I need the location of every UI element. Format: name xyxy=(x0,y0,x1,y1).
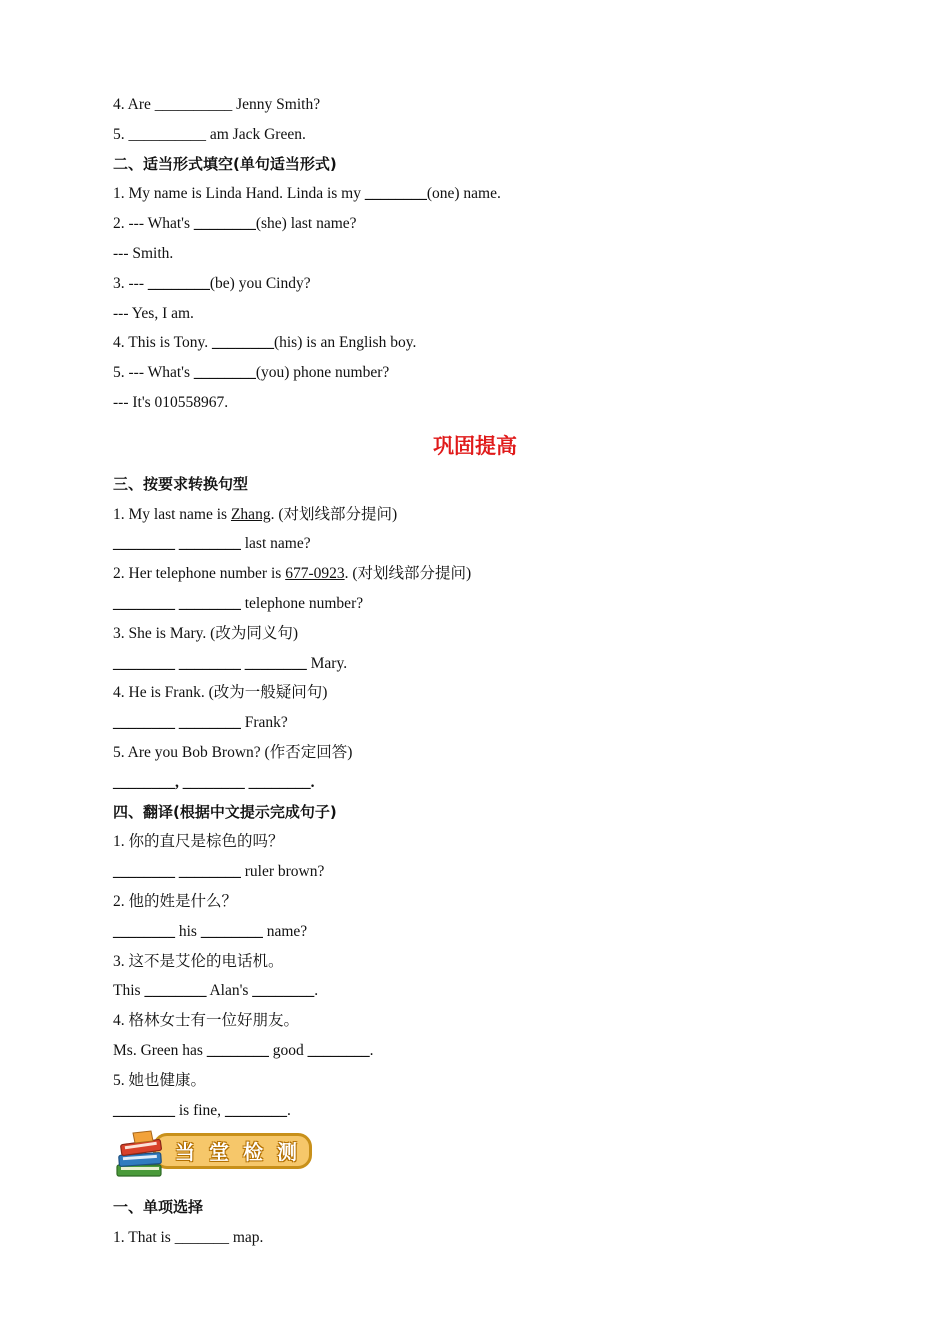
exercise-line: 3. She is Mary. (改为同义句) xyxy=(113,624,298,642)
exercise-line: 5. Are you Bob Brown? (作否定回答) xyxy=(113,743,353,761)
question-text: Ms. Green has xyxy=(113,1041,207,1059)
exercise-line xyxy=(113,857,853,887)
answer-blank[interactable]: ________ ________ xyxy=(113,863,241,881)
exercise-line: 2. 他的姓是什么？ xyxy=(113,892,238,910)
question-text: telephone number? xyxy=(240,594,364,612)
section-heading: 四、翻译(根据中文提示完成句子) xyxy=(113,802,337,821)
question-text: . xyxy=(286,1101,291,1119)
exercise-line xyxy=(113,559,853,589)
exercise-line xyxy=(113,649,853,679)
answer-blank[interactable]: ________ xyxy=(252,982,315,1000)
exercise-line xyxy=(113,708,853,738)
question-text: 3. --- xyxy=(113,274,148,292)
question-text: 1. My name is Linda Hand. Linda is my xyxy=(113,185,365,203)
exercise-line xyxy=(113,209,853,239)
question-text: 4. This is Tony. xyxy=(113,334,212,352)
question-text: good xyxy=(268,1041,308,1059)
question-text: Frank? xyxy=(240,714,288,732)
question-text: 5. --- What's xyxy=(113,364,194,382)
answer-blank[interactable]: ________ xyxy=(364,185,427,203)
answer-blank[interactable]: ________ xyxy=(193,364,256,382)
exercise-line: 3. 这不是艾伦的电话机。 xyxy=(113,952,284,970)
answer-blank[interactable]: ________ ________ xyxy=(113,714,241,732)
answer-blank[interactable]: ________ xyxy=(224,1101,287,1119)
answer-blank[interactable]: ________ xyxy=(307,1041,370,1059)
exercise-line xyxy=(113,328,853,358)
answer-blank[interactable]: ________ xyxy=(206,1041,269,1059)
question-text: . (对划线部分提问) xyxy=(344,565,472,583)
answer-blank[interactable]: ________ xyxy=(113,922,175,940)
exercise-line: 5. 她也健康。 xyxy=(113,1071,207,1089)
question-text: . (对划线部分提问) xyxy=(270,505,398,523)
answer-blank[interactable]: ________ xyxy=(193,215,256,233)
exercise-line xyxy=(113,529,853,559)
exercise-line: 5. __________ am Jack Green. xyxy=(113,125,306,143)
exercise-line: 4. Are __________ Jenny Smith? xyxy=(113,96,321,113)
section-title: 巩固提高 xyxy=(433,433,517,458)
exercise-line xyxy=(113,1096,853,1126)
question-text: (one) name. xyxy=(426,185,501,203)
question-text: name? xyxy=(262,922,308,940)
answer-blank[interactable]: ________ xyxy=(113,1101,175,1119)
answer-blank[interactable]: ________ ________ xyxy=(113,594,241,612)
exercise-line xyxy=(113,917,853,947)
exercise-line: 4. 格林女士有一位好朋友。 xyxy=(113,1012,300,1030)
answer-blank[interactable]: ________ ________ ________ xyxy=(113,654,307,672)
section-heading: 三、按要求转换句型 xyxy=(113,474,249,493)
question-text: 1. My last name is xyxy=(113,505,231,523)
question-text: Alan's xyxy=(206,982,253,1000)
answer-blank[interactable]: ________ xyxy=(147,274,210,292)
exercise-line xyxy=(113,269,853,299)
banner-label: 当堂检测 xyxy=(175,1140,311,1165)
exercise-line xyxy=(113,1036,853,1066)
exercise-line: 1. That is _______ map. xyxy=(113,1229,264,1247)
exercise-line xyxy=(113,976,853,1006)
section-heading: 一、单项选择 xyxy=(113,1198,204,1217)
question-text: ruler brown? xyxy=(240,863,325,881)
question-text: (his) is an English boy. xyxy=(273,334,417,352)
worksheet-page xyxy=(113,90,853,1253)
question-text: . xyxy=(314,982,319,1000)
answer-blank[interactable]: ________ ________ xyxy=(113,535,241,553)
question-text: (she) last name? xyxy=(255,215,357,233)
exercise-line xyxy=(113,179,853,209)
class-test-banner xyxy=(113,1127,853,1185)
question-text: (you) phone number? xyxy=(255,364,390,382)
exercise-line: --- Yes, I am. xyxy=(113,304,194,322)
exercise-line: --- It's 010558967. xyxy=(113,393,229,411)
question-text: . xyxy=(369,1041,374,1059)
exercise-line xyxy=(113,358,853,388)
question-text: Mary. xyxy=(306,654,348,672)
exercise-line: 4. He is Frank. (改为一般疑问句) xyxy=(113,684,328,702)
question-text: last name? xyxy=(240,535,311,553)
exercise-line: 1. 你的直尺是棕色的吗？ xyxy=(113,833,284,851)
exercise-line xyxy=(113,500,853,530)
exercise-line xyxy=(113,589,853,619)
question-text: This xyxy=(113,982,145,1000)
section-heading: 二、适当形式填空(单句适当形式) xyxy=(113,154,337,173)
exercise-line: --- Smith. xyxy=(113,244,174,262)
books-stack-icon xyxy=(113,1127,173,1183)
question-text: (be) you Cindy? xyxy=(209,274,311,292)
question-text: 2. Her telephone number is xyxy=(113,565,286,583)
answer-blank[interactable]: ________ xyxy=(211,334,274,352)
underlined-word: 677-0923 xyxy=(285,565,345,583)
answer-blank[interactable]: ________, ________ ________. xyxy=(113,773,315,791)
question-text: is fine, xyxy=(175,1101,225,1119)
answer-blank[interactable]: ________ xyxy=(144,982,207,1000)
answer-blank[interactable]: ________ xyxy=(200,922,263,940)
question-text: his xyxy=(175,922,201,940)
question-text: 2. --- What's xyxy=(113,215,194,233)
underlined-word: Zhang xyxy=(230,505,271,523)
